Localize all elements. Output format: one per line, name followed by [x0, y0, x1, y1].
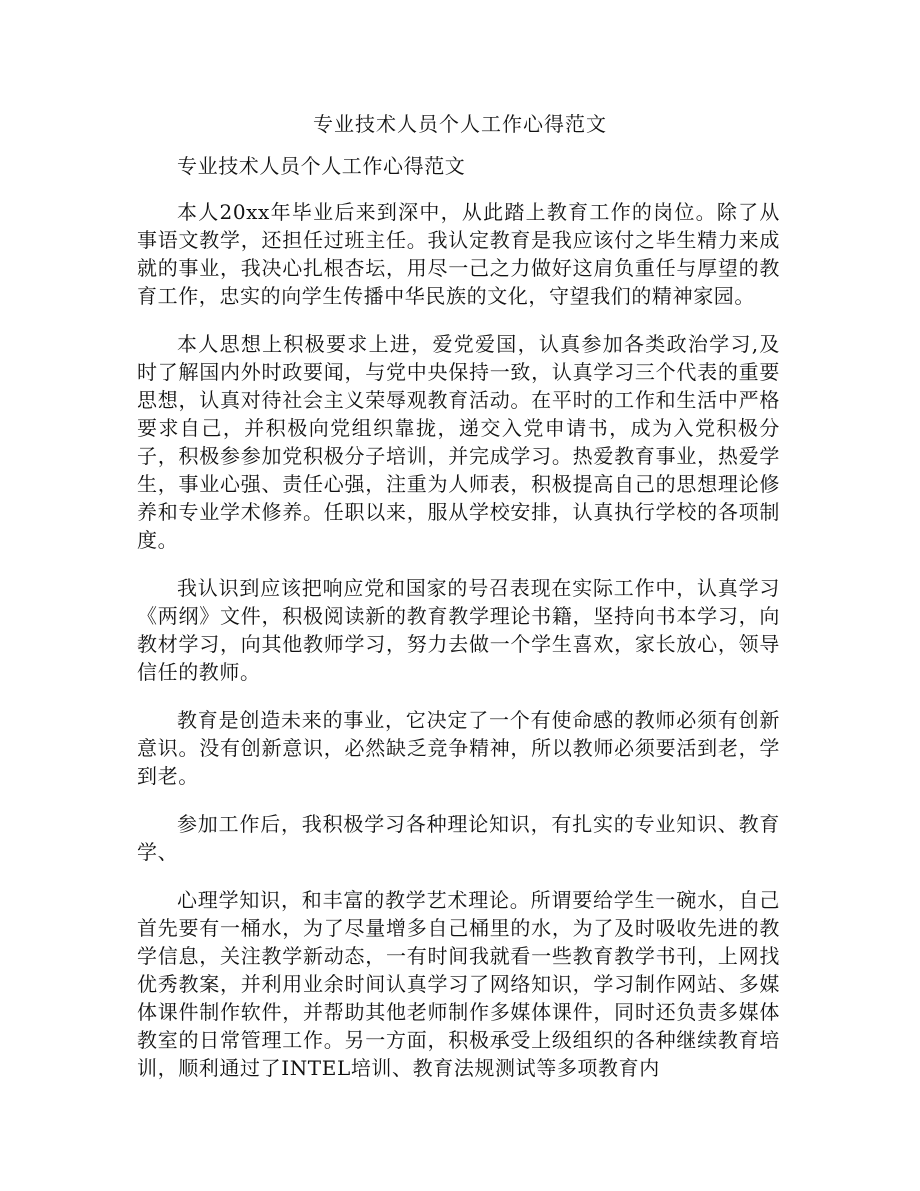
paragraph-intro: 本人20xx年毕业后来到深中，从此踏上教育工作的岗位。除了从事语文教学，还担任过班主任。我认定教育是我应该付之毕生精力来成就的事业，我决心扎根杏坛，用尽一己之力做好这肩负重任与厚望的教育工作，忠实的向学生传播中华民族的文化，守望我们的精神家园。	[137, 200, 780, 308]
document-subtitle: 专业技术人员个人工作心得范文	[177, 154, 466, 178]
paragraph-psychology: 心理学知识，和丰富的教学艺术理论。所谓要给学生一碗水，自己首先要有一桶水，为了尽量增多自己桶里的水，为了及时吸收先进的教学信息，关注教学新动态，一有时间我就看一些教育教学书刊，上网找优秀教案，并利用业余时间认真学习了网络知识，学习制作网站、多媒体课件制作软件，并帮助其他老师制作多媒体课件，同时还负责多媒体教室的日常管理工作。另一方面，积极承受上级组织的各种继续教育培训，顺利通过了INTEL培训、教育法规测试等多项教育内	[137, 888, 780, 1080]
document-body	[137, 152, 780, 1102]
paragraph-learning: 我认识到应该把响应党和国家的号召表现在实际工作中，认真学习《两纲》文件，积极阅读新的教育教学理论书籍，坚持向书本学习，向教材学习，向其他教师学习，努力去做一个学生喜欢，家长放心，领导信任的教师。	[137, 576, 780, 684]
paragraph-innovation: 教育是创造未来的事业，它决定了一个有使命感的教师必须有创新意识。没有创新意识，必然缺乏竞争精神，所以教师必须要活到老，学到老。	[137, 708, 780, 788]
paragraph-work-start: 参加工作后，我积极学习各种理论知识，有扎实的专业知识、教育学、	[137, 812, 780, 864]
document-title: 专业技术人员个人工作心得范文	[313, 112, 607, 136]
paragraph-political: 本人思想上积极要求上进，爱党爱国，认真参加各类政治学习,及时了解国内外时政要闻，与党中央保持一致，认真学习三个代表的重要思想，认真对待社会主义荣辱观教育活动。在平时的工作和生活中严格要求自己，并积极向党组织靠拢，递交入党申请书，成为入党积极分子，积极参参加党积极分子培训，并完成学习。热爱教育事业，热爱学生，事业心强、责任心强，注重为人师表，积极提高自己的思想理论修养和专业学术修养。任职以来，服从学校安排，认真执行学校的各项制度。	[137, 332, 780, 552]
